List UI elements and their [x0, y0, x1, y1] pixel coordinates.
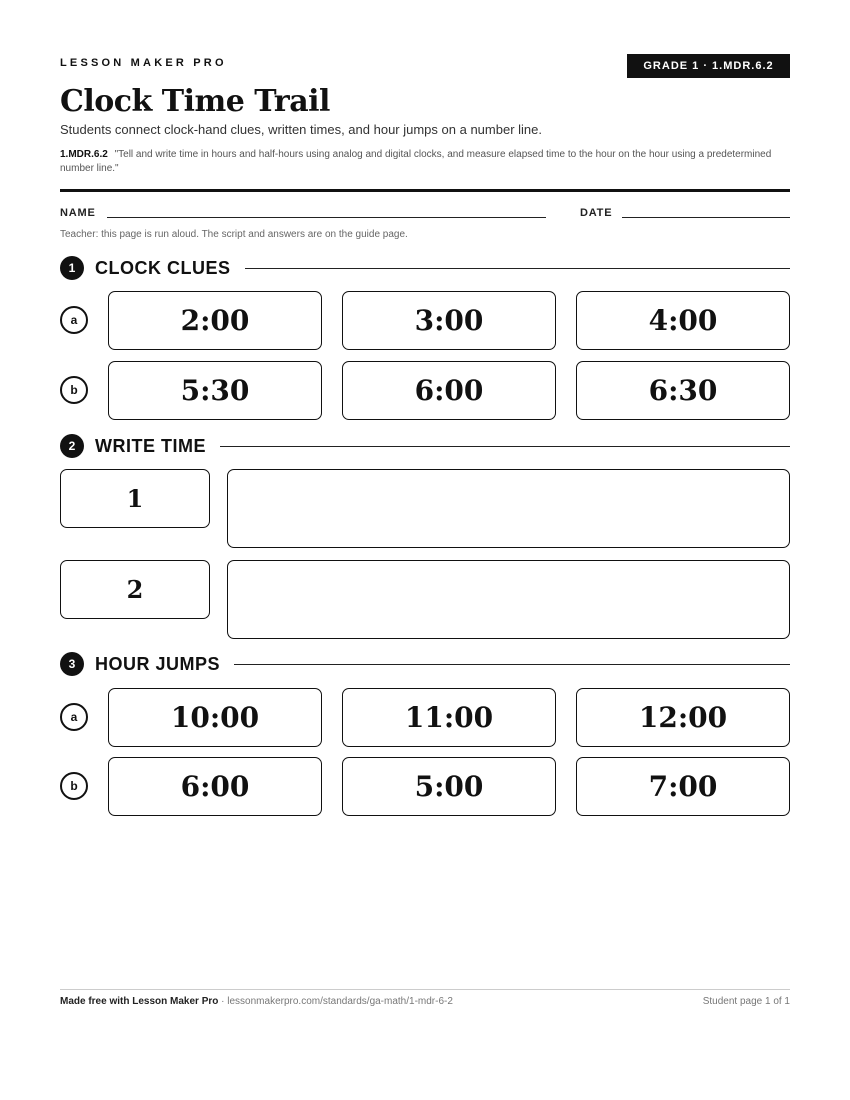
brand-name: LESSON MAKER PRO — [60, 57, 227, 69]
time-card: 5:00 — [342, 757, 556, 816]
section-number-badge: 2 — [60, 434, 84, 458]
time-card: 10:00 — [108, 688, 322, 747]
footer-made-with: Made free with Lesson Maker Pro — [60, 996, 219, 1007]
answer-box[interactable] — [227, 469, 790, 548]
section-title: WRITE TIME — [95, 435, 206, 456]
footer-credit — [60, 996, 453, 1007]
section-title: HOUR JUMPS — [95, 653, 221, 674]
answer-box[interactable] — [227, 560, 790, 639]
page-title: Clock Time Trail — [60, 84, 330, 119]
footer-url[interactable]: · lessonmakerpro.com/standards/ga-math/1-mdr-6-2 — [218, 996, 453, 1007]
row-letter-badge: a — [60, 703, 88, 731]
time-card: 4:00 — [576, 291, 790, 350]
section-divider — [245, 268, 791, 269]
header-divider — [60, 189, 790, 192]
row-letter-badge: b — [60, 376, 88, 404]
item-number-card: 1 — [60, 469, 210, 528]
section-title: CLOCK CLUES — [95, 257, 231, 278]
row-letter-badge: a — [60, 306, 88, 334]
name-label: NAME — [60, 207, 96, 219]
time-card: 11:00 — [342, 688, 556, 747]
time-card: 6:00 — [108, 757, 322, 816]
time-card: 7:00 — [576, 757, 790, 816]
section-clock-clues-header — [60, 256, 790, 280]
footer-divider — [60, 989, 790, 990]
section-divider — [234, 664, 790, 665]
page-subtitle: Students connect clock-hand clues, written times, and hour jumps on a number line. — [60, 122, 542, 137]
time-card: 6:30 — [576, 361, 790, 420]
item-number-card: 2 — [60, 560, 210, 619]
time-card: 3:00 — [342, 291, 556, 350]
section-hour-jumps-header — [60, 652, 790, 676]
time-card: 12:00 — [576, 688, 790, 747]
name-field[interactable] — [107, 217, 546, 218]
standard-code: 1.MDR.6.2 — [60, 149, 108, 160]
section-number-badge: 3 — [60, 652, 84, 676]
section-divider — [220, 446, 790, 447]
section-write-time-header — [60, 434, 790, 458]
grade-badge: GRADE 1 · 1.MDR.6.2 — [627, 54, 790, 78]
date-label: DATE — [580, 207, 613, 219]
date-field[interactable] — [622, 217, 790, 218]
footer-page-number: Student page 1 of 1 — [702, 996, 790, 1007]
standard-description — [60, 148, 792, 176]
section-number-badge: 1 — [60, 256, 84, 280]
standard-text: "Tell and write time in hours and half-hours using analog and digital clocks, and measure elapsed time to the hour on the hour using a predetermined number line." — [60, 149, 772, 174]
row-letter-badge: b — [60, 772, 88, 800]
time-card: 6:00 — [342, 361, 556, 420]
teacher-note: Teacher: this page is run aloud. The script and answers are on the guide page. — [60, 229, 408, 240]
time-card: 2:00 — [108, 291, 322, 350]
time-card: 5:30 — [108, 361, 322, 420]
